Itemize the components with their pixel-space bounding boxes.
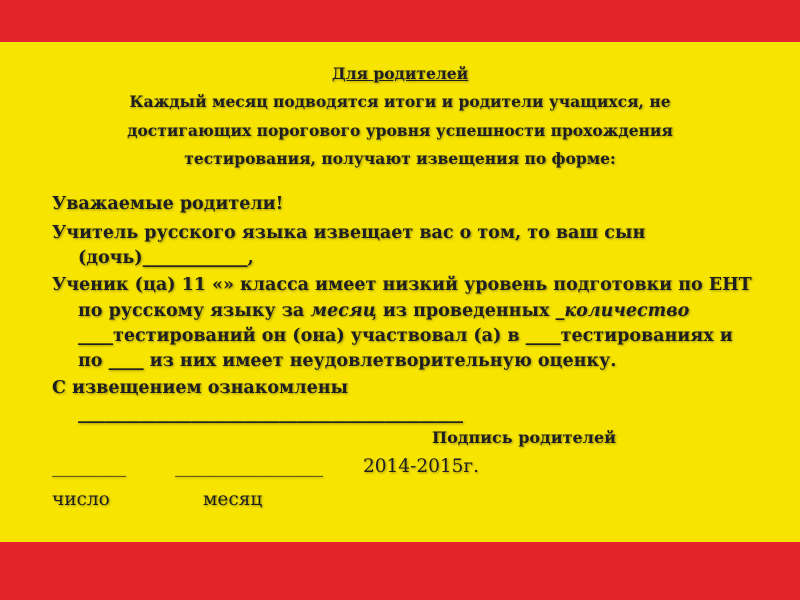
top-red-band <box>0 0 800 42</box>
paragraph-2-line-3: ____тестирований он (она) участвовал (а) в ____тестированиях и <box>78 326 733 346</box>
paragraph-1-line-2: (дочь)____________, <box>78 248 254 268</box>
signature-line: ____________________________________________ <box>78 404 463 424</box>
acknowledgement: С извещением ознакомлены <box>52 378 349 398</box>
month-italic: месяц <box>310 301 377 321</box>
header-line-2: достигающих порогового уровня успешности прохождения <box>127 121 673 140</box>
academic-year: 2014-2015г. <box>363 456 479 477</box>
bottom-red-band <box>0 542 800 600</box>
header-title: Для родителей <box>331 64 469 83</box>
slide-content <box>0 42 800 542</box>
date-blank-month: ________________ <box>175 456 323 477</box>
greeting: Уважаемые родители! <box>52 194 284 214</box>
month-label: месяц <box>203 489 263 510</box>
paragraph-1-line-1: Учитель русского языка извещает вас о том, то ваш сын <box>52 223 646 243</box>
paragraph-2-line-4: по ____ из них имеет неудовлетворительную оценку. <box>78 351 617 371</box>
paragraph-2-line-1: Ученик (ца) 11 «» класса имеет низкий уровень подготовки по ЕНТ <box>52 275 752 295</box>
header-line-3: тестирования, получают извещения по форме: <box>184 149 616 168</box>
count-italic: количество <box>564 301 690 321</box>
header-line-1: Каждый месяц подводятся итоги и родители учащихся, не <box>129 92 671 111</box>
day-label: число <box>52 489 110 510</box>
date-blank-day: ________ <box>52 456 126 477</box>
signature-label: Подпись родителей <box>432 428 617 447</box>
paragraph-2-line-2: по русскому языку за месяц из проведенных _количество <box>78 301 690 321</box>
